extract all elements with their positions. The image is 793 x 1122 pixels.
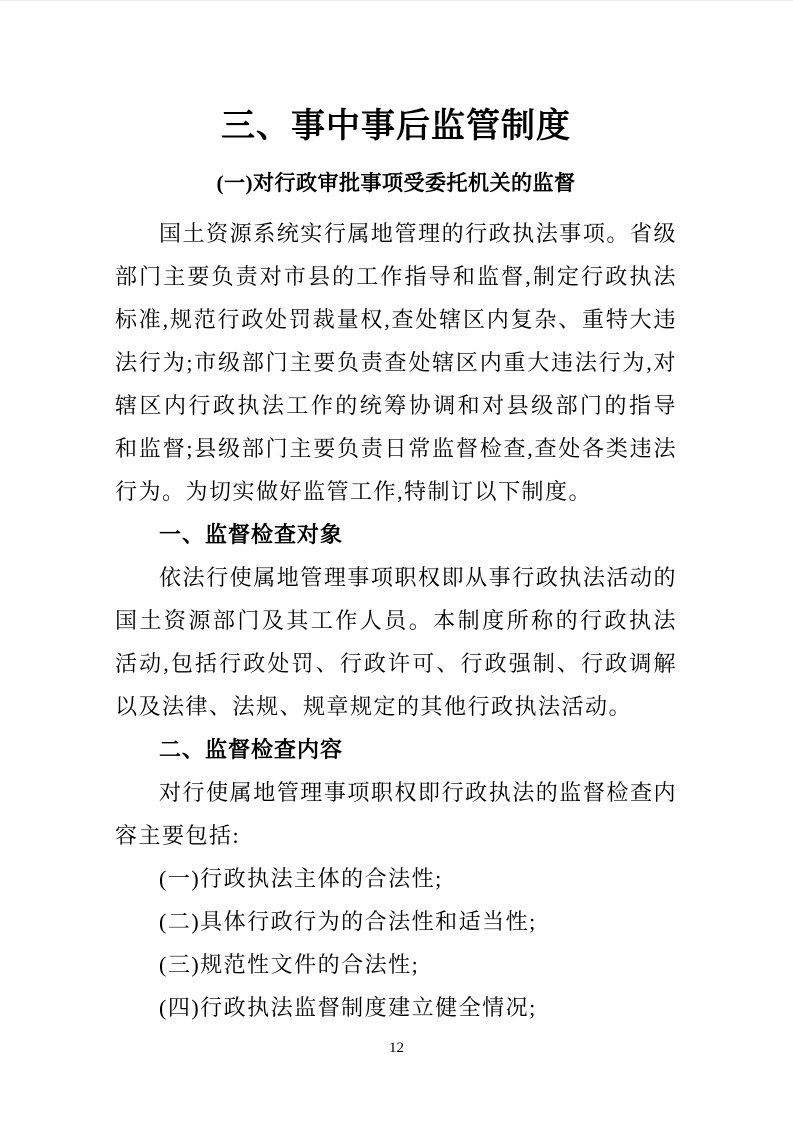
list-item-legality-of-subject: (一)行政执法主体的合法性; <box>159 866 443 891</box>
paragraph-supervision-targets: 依法行使属地管理事项职权即从事行政执法活动的国土资源部门及其工作人员。本制度所称的行政执法活动,包括行政处罚、行政许可、行政强制、行政调解以及法律、法规、规章规定的其他行政执法活动。 <box>115 565 677 719</box>
heading-supervision-targets: 一、监督检查对象 <box>159 522 344 547</box>
paragraph-intro: 国土资源系统实行属地管理的行政执法事项。省级部门主要负责对市县的工作指导和监督,制定行政执法标准,规范行政处罚裁量权,查处辖区内复杂、重特大违法行为;市级部门主要负责查处辖区内重大违法行为,对辖区内行政执法工作的统筹协调和对县级部门的指导和监督;县级部门主要负责日常监督检查,查处各类违法行为。为切实做好监管工作,特制订以下制度。 <box>115 221 677 504</box>
list-item-legality-of-documents: (三)规范性文件的合法性; <box>159 952 420 977</box>
list-item-legality-of-acts: (二)具体行政行为的合法性和适当性; <box>159 909 537 934</box>
paragraph-supervision-content-intro: 对行使属地管理事项职权即行政执法的监督检查内容主要包括: <box>115 780 677 848</box>
heading-supervision-content: 二、监督检查内容 <box>159 737 344 762</box>
chapter-title: 三、事中事后监管制度 <box>221 107 571 145</box>
list-item-system-establishment: (四)行政执法监督制度建立健全情况; <box>159 995 537 1020</box>
section-title: (一)对行政审批事项受委托机关的监督 <box>216 171 576 195</box>
page-number: 12 <box>389 1040 404 1056</box>
